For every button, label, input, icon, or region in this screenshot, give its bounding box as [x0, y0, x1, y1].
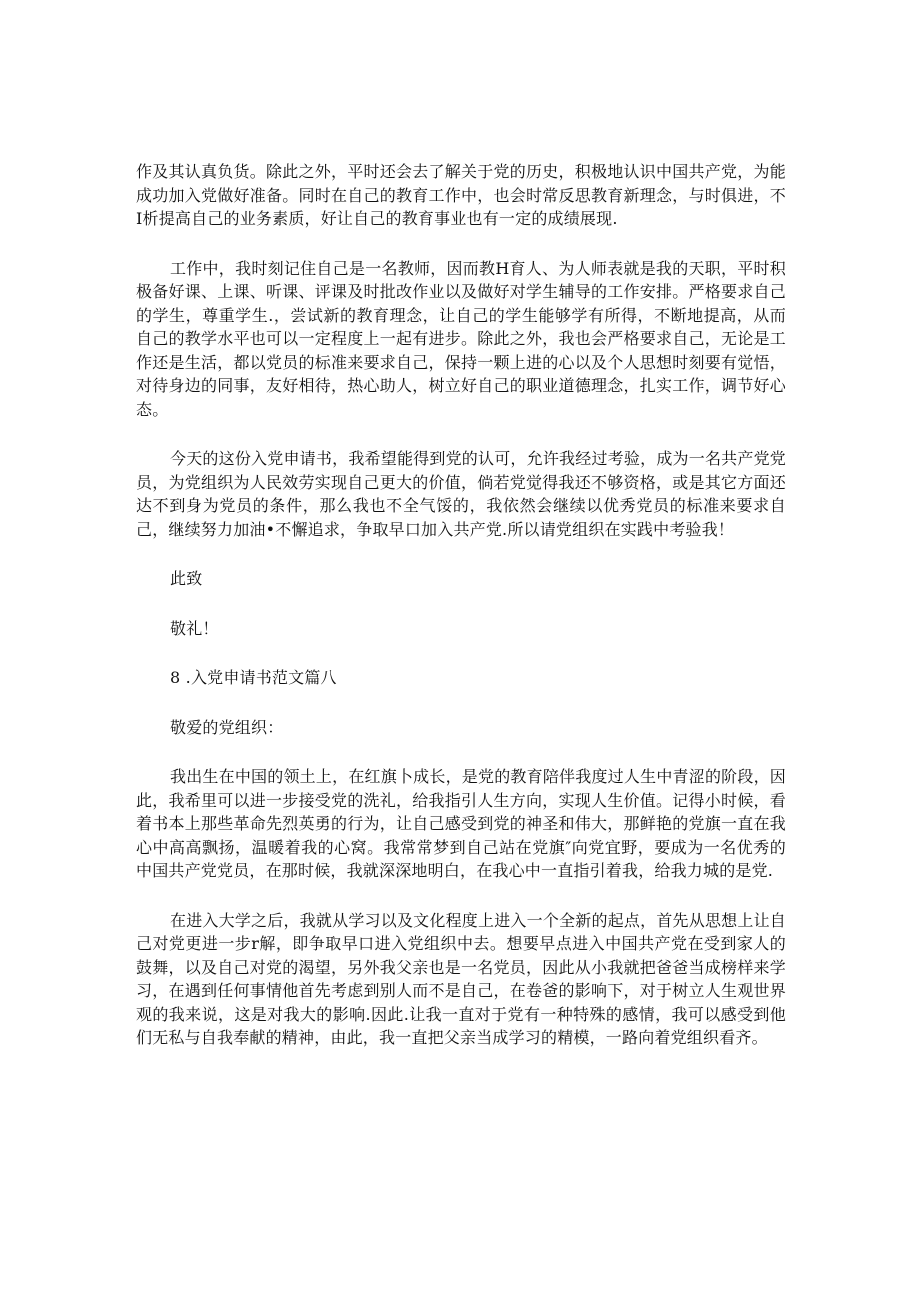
paragraph-childhood: 我出生在中国的领土上，在红旗卜成长，是党的教育陪伴我度过人生中青涩的阶段，因此，我希里可以进一步接受党的洗礼，给我指引人生方向，实现人生价值。记得小时候，看着书本上那些革命先烈英勇的行为，让自己感受到党的神圣和伟大，那鲜艳的党旗一直在我心中高高飘扬，温暖着我的心窝。我常常梦到自己站在党旗″向党宜野，要成为一名优秀的中国共产党党员，在那时候，我就深深地明白，在我心中一直指引着我，给我力城的是党.: [136, 767, 786, 880]
paragraph-university: 在进入大学之后，我就从学习以及文化程度上进入一个全新的起点，首先从思想上让自己对党更进一步r解，即争取早口进入党组织中去。想要早点进入中国共产党在受到家人的鼓舞，以及自己对党的渴望，另外我父亲也是一名党员，因此从小我就把爸爸当成榜样来学习，在遇到任何事情他首先考虑到别人而不是自己，在卷爸的影响下，对于树立人生观世界观的我来说，这是对我大的影响.因此.让我一直对于党有一种特殊的感情，我可以感受到他们无私与自我奉献的精神，由此，我一直把父亲当成学习的精模，一路向着党组织看齐。: [136, 910, 786, 1047]
paragraph-continuation: 作及其认真负货。除此之外，平时还会去了解关于党的历史，积极地认识中国共产党，为能成功加入党做好准备。同时在自己的教育工作中，也会时常反思教育新理念，与时俱进，不I析提高自己的业务素质，好让自己的教育事业也有一定的成绩展现.: [136, 162, 786, 228]
closing-regards-line: 敬礼！: [170, 618, 219, 638]
document-body: [136, 160, 786, 1076]
paragraph-application: 今天的这份入党申请书，我希望能得到党的认可，允许我经过考验，成为一名共产党党员，为党组织为人民效劳实现自己更大的价值，倘若党觉得我还不够资格，或是其它方面还达不到身为党员的条件，那么我也不全气馁的，我依然会继续以优秀党员的标准来要求自己，继续努力加油•不懈追求，争取早口加入共产党.所以请党组织在实践中考验我！: [136, 449, 786, 539]
closing-salute-line: 此致: [170, 569, 203, 588]
section-title: 8 .入党申请书范文篇八: [170, 668, 337, 687]
paragraph-work: 工作中，我时刻记住自己是一名教师，因而教H育人、为人师表就是我的天职，平时积极备好课、上课、听课、评课及时批改作业以及做好对学生辅导的工作安排。严格要求自己的学生，尊重学生.，尝试新的教育理念，让自己的学生能够学有所得，不断地提高，从而自己的教学水平也可以一定程度上一起有进步。除此之外，我也会严格要求自己，无论是工作还是生活，都以党员的标准来要求自己，保持一颗上进的心以及个人思想时刻要有觉悟，对待身边的同事，友好相待，热心助人，树立好自己的职业道德理念，扎实工作，调节好心态。: [136, 258, 786, 419]
salutation: 敬爱的党组织：: [170, 717, 284, 737]
